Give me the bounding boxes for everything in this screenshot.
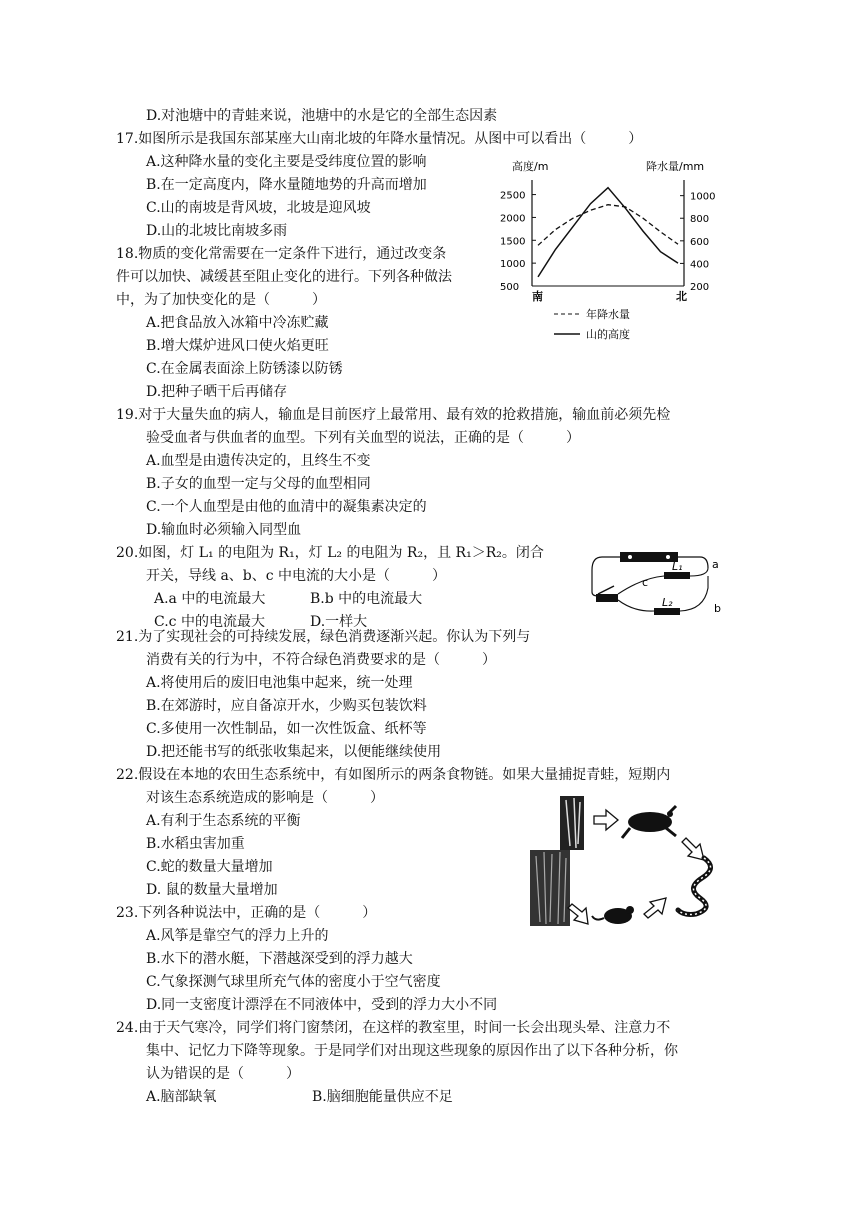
chart-left-axis-label: 高度/m [512, 160, 549, 173]
label-b: b [714, 602, 721, 615]
frog-icon [622, 806, 676, 838]
q19-option-d: D.输血时必须输入同型血 [146, 522, 302, 538]
arrow-rat-to-snake-icon [644, 898, 666, 918]
arrow-field-to-rat-icon [568, 904, 588, 924]
q23-option-d: D.同一支密度计漂浮在不同液体中，受到的浮力大小不同 [146, 997, 498, 1013]
chart-left-ticks [500, 191, 536, 293]
q17-option-d: D.山的北坡比南坡多雨 [146, 223, 288, 239]
wire-b [680, 576, 708, 611]
q17-option-a: A.这种降水量的变化主要是受纬度位置的影响 [146, 154, 427, 170]
q20-option-b: B.b 中的电流最大 [310, 591, 423, 607]
lamp-l2-icon [654, 608, 680, 615]
q21-option-b: B.在郊游时，应自备凉开水，少购买包装饮料 [146, 698, 427, 714]
label-a: a [712, 558, 719, 571]
right-tick-label: 1000 [690, 191, 716, 203]
rice-field-icon [530, 850, 570, 926]
q24-stem-line1: 24.由于天气寒冷，同学们将门窗禁闭，在这样的教室里，时间一长会出现头晕、注意力不 [116, 1020, 671, 1036]
q17-stem: 17.如图所示是我国东部某座大山南北坡的年降水量情况。从图中可以看出（ ） [116, 131, 643, 147]
series-annual-rainfall-line [538, 205, 678, 246]
q16-option-d: D.对池塘中的青蛙来说，池塘中的水是它的全部生态因素 [146, 108, 498, 124]
label-l1: L₁ [672, 560, 683, 573]
q17-option-c: C.山的南坡是背风坡，北坡是迎风坡 [146, 200, 371, 216]
q20-option-d: D.一样大 [310, 614, 368, 630]
q20-stem-line1: 20.如图，灯 L₁ 的电阻为 R₁，灯 L₂ 的电阻为 R₂，且 R₁＞R₂。闭合 [116, 545, 544, 561]
label-c: c [642, 576, 649, 589]
q20-option-c: C.c 中的电流最大 [154, 614, 265, 630]
q18-stem-line3: 中，为了加快变化的是（ ） [116, 292, 326, 308]
q21-option-a: A.将使用后的废旧电池集中起来，统一处理 [146, 675, 413, 691]
q23-stem: 23.下列各种说法中，正确的是（ ） [116, 905, 377, 921]
q22-option-c: C.蛇的数量大量增加 [146, 859, 273, 875]
q18-stem-line2: 件可以加快、减缓甚至阻止变化的进行。下列各种做法 [116, 269, 452, 285]
label-l2: L₂ [662, 596, 673, 609]
q21-stem-line2: 消费有关的行为中，不符合绿色消费要求的是（ ） [146, 652, 496, 668]
wire-a [690, 568, 708, 576]
q18-option-d: D.把种子晒干后再储存 [146, 384, 288, 400]
left-tick-label: 500 [500, 282, 520, 293]
right-tick-label: 200 [690, 282, 710, 293]
q22-stem-line1: 22.假设在本地的农田生态系统中，有如图所示的两条食物链。如果大量捕捉青蛙，短期内 [116, 767, 671, 783]
chart-x-label-north: 北 [676, 290, 687, 303]
q18-stem-line1: 18.物质的变化常需要在一定条件下进行，通过改变条 [116, 246, 447, 262]
arrow-frog-to-snake-icon [682, 838, 704, 860]
series-mountain-height-line [538, 188, 678, 277]
chart-x-label-south: 南 [532, 290, 543, 303]
rainfall-altitude-chart [498, 156, 730, 352]
q24-stem-line2: 集中、记忆力下降等现象。于是同学们对出现这些现象的原因作出了以下各种分析，你 [146, 1043, 678, 1059]
q18-option-c: C.在金属表面涂上防锈漆以防锈 [146, 361, 343, 377]
q19-option-a: A.血型是由遗传决定的，且终生不变 [146, 453, 371, 469]
q22-option-a: A.有利于生态系统的平衡 [146, 813, 301, 829]
legend-rainfall-label: 年降水量 [586, 308, 630, 321]
arrow-rice-to-frog-icon [594, 810, 618, 830]
q20-option-a: A.a 中的电流最大 [154, 591, 266, 607]
right-tick-label: 600 [690, 236, 710, 248]
wire-c [618, 576, 664, 594]
q19-option-b: B.子女的血型一定与父母的血型相同 [146, 476, 371, 492]
q19-option-c: C.一个人血型是由他的血清中的凝集素决定的 [146, 499, 427, 515]
q19-stem-line2: 验受血者与供血者的血型。下列有关血型的说法，正确的是（ ） [146, 430, 580, 446]
food-chain-diagram [526, 792, 726, 928]
q20-stem-line2: 开关，导线 a、b、c 中电流的大小是（ ） [146, 568, 447, 584]
rat-icon [592, 906, 634, 924]
q24-option-b: B.脑细胞能量供应不足 [312, 1089, 453, 1105]
circuit-diagram [584, 548, 734, 622]
left-tick-label: 2000 [500, 213, 526, 225]
rice-plant-icon [560, 796, 584, 850]
left-tick-label: 1000 [500, 259, 526, 271]
q23-option-b: B.水下的潜水艇，下潜越深受到的浮力越大 [146, 951, 413, 967]
chart-right-axis-label: 降水量/mm [646, 160, 705, 173]
right-tick-label: 800 [690, 214, 710, 226]
q22-stem-line2: 对该生态系统造成的影响是（ ） [146, 790, 384, 806]
left-tick-label: 2500 [500, 190, 526, 202]
q23-option-a: A.风筝是靠空气的浮力上升的 [146, 928, 329, 944]
q17-option-b: B.在一定高度内，降水量随地势的升高而增加 [146, 177, 427, 193]
q22-option-b: B.水稻虫害加重 [146, 836, 245, 852]
q18-option-b: B.增大煤炉进风口使火焰更旺 [146, 338, 329, 354]
q21-option-c: C.多使用一次性制品，如一次性饭盒、纸杯等 [146, 721, 427, 737]
right-tick-label: 400 [690, 259, 710, 271]
q21-stem-line1: 21.为了实现社会的可持续发展，绿色消费逐渐兴起。你认为下列与 [116, 629, 531, 645]
q22-option-d: D. 鼠的数量大量增加 [146, 882, 278, 898]
snake-icon [678, 858, 711, 915]
q23-option-c: C.气象探测气球里所充气体的密度小于空气密度 [146, 974, 441, 990]
legend-height-label: 山的高度 [586, 328, 630, 341]
left-tick-label: 1500 [500, 236, 526, 248]
q21-option-d: D.把还能书写的纸张收集起来，以便能继续使用 [146, 744, 442, 760]
q18-option-a: A.把食品放入冰箱中冷冻贮藏 [146, 315, 329, 331]
switch-icon [596, 594, 618, 602]
q19-stem-line1: 19.对于大量失血的病人，输血是目前医疗上最常用、最有效的抢救措施，输血前必须先检 [116, 407, 671, 423]
q24-stem-line3: 认为错误的是（ ） [146, 1066, 300, 1082]
chart-right-ticks [680, 192, 715, 293]
q24-option-a: A.脑部缺氧 [146, 1089, 217, 1105]
lamp-l1-icon [664, 572, 690, 579]
